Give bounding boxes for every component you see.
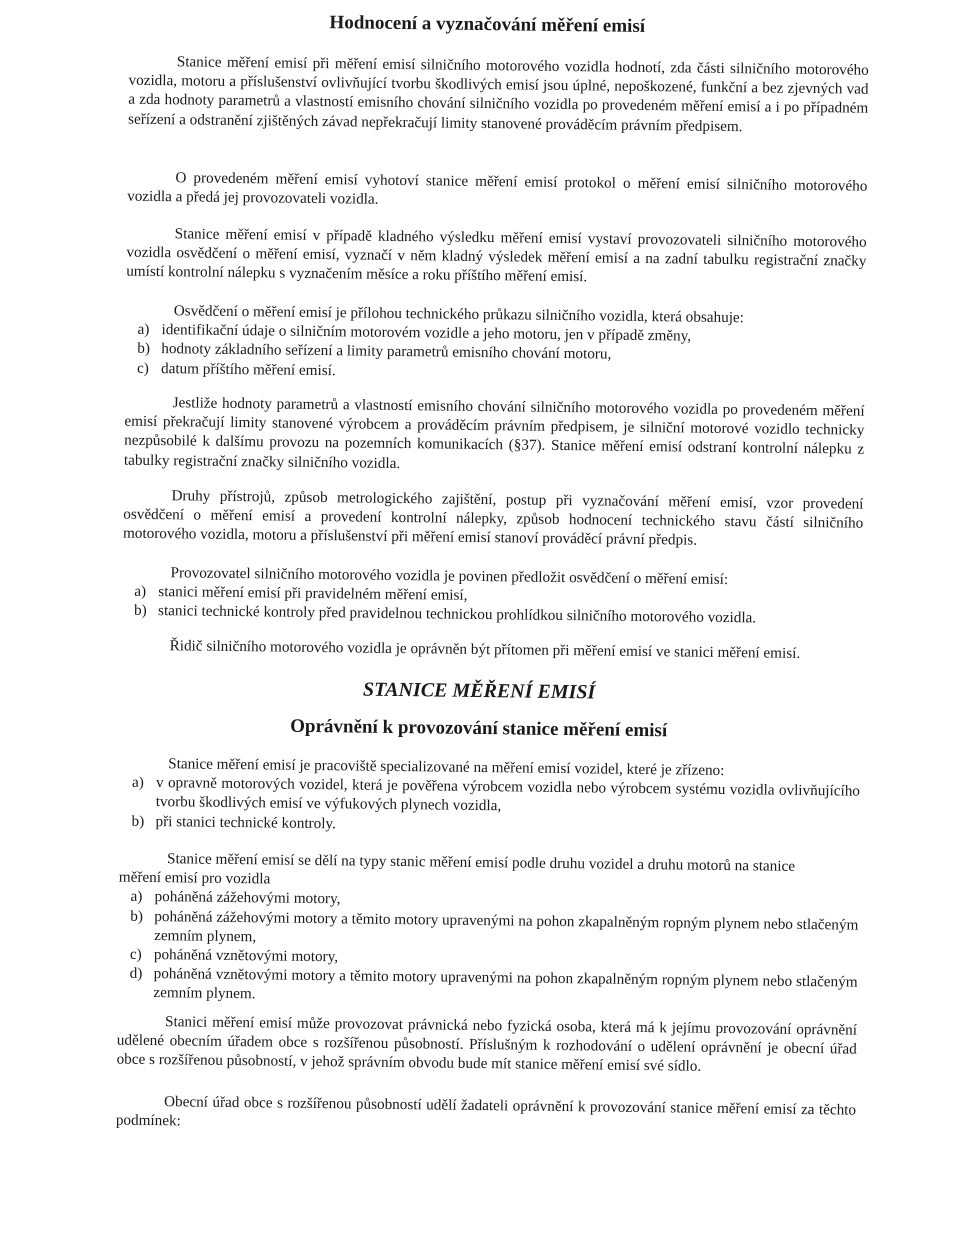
list-item-text: stanici měření emisí při pravidelném měření emisí, (158, 583, 468, 605)
paragraph-certificate-contents (125, 301, 866, 387)
paragraph-limits-exceeded (124, 393, 865, 479)
list-marker: a) (134, 582, 147, 601)
section-heading: STANICE MĚŘENÍ EMISÍ (362, 678, 596, 704)
list-marker: b) (137, 340, 151, 358)
section-subheading: Oprávnění k provozování stanice měření emisí (290, 715, 668, 742)
paragraph-text: Provozovatel silničního motorového vozidla je povinen předložit osvědčení o měření emisí: (170, 564, 729, 589)
paragraph-text: Obecní úřad obce s rozšířenou působností udělí žadateli oprávnění k provozování stanice měření emisí za těchto podmínek: (115, 1093, 857, 1130)
paragraph-authorization (116, 1012, 857, 1079)
list-item-text: hodnoty základního seřízení a limity parametrů emisního chování motoru, (161, 340, 612, 363)
list-item-text: poháněná vznětovými motory a těmito motory upravenými na pohon zkapalněným ropným plynem nebo stlačeným zemním plynem. (153, 965, 858, 1003)
list-marker: b) (130, 907, 144, 925)
list-item-text: poháněná vznětovými motory, (153, 946, 339, 966)
paragraph-text: Osvědčení o měření emisí je přílohou technického průkazu silničního vozidla, která obsahuje: (173, 302, 745, 327)
paragraph-text: Stanici měření emisí může provozovat právnická nebo fyzická osoba, která má k jejímu provozování oprávnění udělené obecním úřadem obce s rozšířenou působností. Příslušným k rozhodování o udělení oprávnění je obecní úřad obce s rozšířenou působností, v jehož správním obvodu bude mít stanice měření emisí své sídlo. (116, 1013, 858, 1076)
list-marker: c) (129, 945, 142, 963)
list-item-text: poháněná zážehovými motory a těmito motory upravenými na pohon zkapalněným ropným plynem nebo stlačeným zemním plynem, (154, 907, 859, 946)
list-marker: a) (130, 888, 143, 906)
list-marker: d) (129, 964, 143, 983)
paragraph-certificate (126, 224, 867, 291)
paragraph-text: Stanice měření emisí je pracoviště specializované na měření emisí vozidel, které je zřízeno: (168, 755, 725, 779)
paragraph-instruments (123, 486, 864, 553)
paragraph-text: Jestliže hodnoty parametrů a vlastností emisního chování silničního motorového vozidla po provedeném měření emisí překračují limity stanovené výrobcem a prováděcím právním předpisem, je silniční motorové vozidlo technicky nezpůsobilé k dalšímu provozu na pozemních komunikacích (§37). Stanice měření emisí odstraní kontrolní nálepku z tabulky registrační značky silničního vozidla. (123, 394, 865, 472)
paragraph-text: Stanice měření emisí při měření emisí silničního motorového vozidla hodnotí, zda části silničního motorového vozidla, motoru a příslušenství ovlivňující tvorbu škodlivých emisí jsou úplné, nepoškozené, funkční a bez zjevných vad a zda hodnoty parametrů a vlastností emisního chování silničního vozidla po provedeném měření emisí a i po případném seřízení a odstranění zjištěných závad nepřekračují limity stanovené prováděcím právním předpisem. (128, 53, 869, 135)
list-item (117, 964, 857, 1011)
paragraph-protocol (127, 168, 867, 215)
paragraph-text: O provedeném měření emisí vyhotoví stanice měření emisí protokol o měření emisí silničního motorového vozidla a předá jej provozovateli vozidla. (127, 169, 868, 208)
list-marker: b) (133, 602, 147, 620)
list-marker: a) (131, 773, 144, 792)
list-marker: b) (131, 812, 145, 830)
paragraph-station-definition (119, 754, 860, 840)
paragraph-text: Řidič silničního motorového vozidla je oprávněn být přítomen při měření emisí ve stanici měření emisí. (169, 637, 801, 662)
paragraph-text: Stanice měření emisí v případě kladného výsledku měření emisí vystaví provozovateli silničního motorového vozidla osvědčení o měření emisí, vyznačí v něm kladný výsledek měření emisí a na zadní tabulku registrační značky umístí kontrolní nálepku s vyznačením měsíce a roku příštího měření emisí. (126, 225, 867, 286)
list-marker: c) (136, 359, 149, 377)
list-item-text: datum příštího měření emisí. (160, 359, 336, 379)
paragraph-evaluation (128, 52, 869, 138)
paragraph-text: Stanice měření emisí se dělí na typy stanic měření emisí podle druhu vozidel a druhu motorů na stanice (166, 850, 796, 875)
list-item-text: identifikační údaje o silničním motorovém vozidle a jeho motoru, jen v případě změny, (161, 321, 692, 345)
paragraph-operator-duty (122, 563, 863, 630)
paragraph-driver (122, 636, 862, 664)
paragraph-continuation: měření emisí pro vozidla (118, 868, 271, 888)
paragraph-text: Druhy přístrojů, způsob metrologického zajištění, postup při vyznačování měření emisí, vzor provedení osvědčení o měření emisí a provedení kontrolní nálepky, způsob hodnocení technického stavu částí silničního motorového vozidla, motoru a příslušenství při měření emisí stanoví prováděcí právní předpis. (122, 487, 864, 550)
document-title: Hodnocení a vyznačování měření emisí (329, 12, 646, 37)
paragraph-conditions (116, 1092, 856, 1139)
list-item-text: v opravně motorových vozidel, která je pověřena výrobcem vozidla nebo výrobcem systému vozidla ovlivňujícího tvorbu škodlivých emisí ve výfukových plynech vozidla, (155, 774, 861, 815)
list-item-text: stanici technické kontroly před pravidelnou technickou prohlídkou silničního motorového vozidla. (157, 602, 757, 627)
list-item-text: poháněná zážehovými motory, (154, 888, 341, 908)
paragraph-station-types (117, 849, 859, 1012)
list-item-text: při stanici technické kontroly. (155, 812, 336, 832)
list-marker: a) (137, 320, 150, 339)
